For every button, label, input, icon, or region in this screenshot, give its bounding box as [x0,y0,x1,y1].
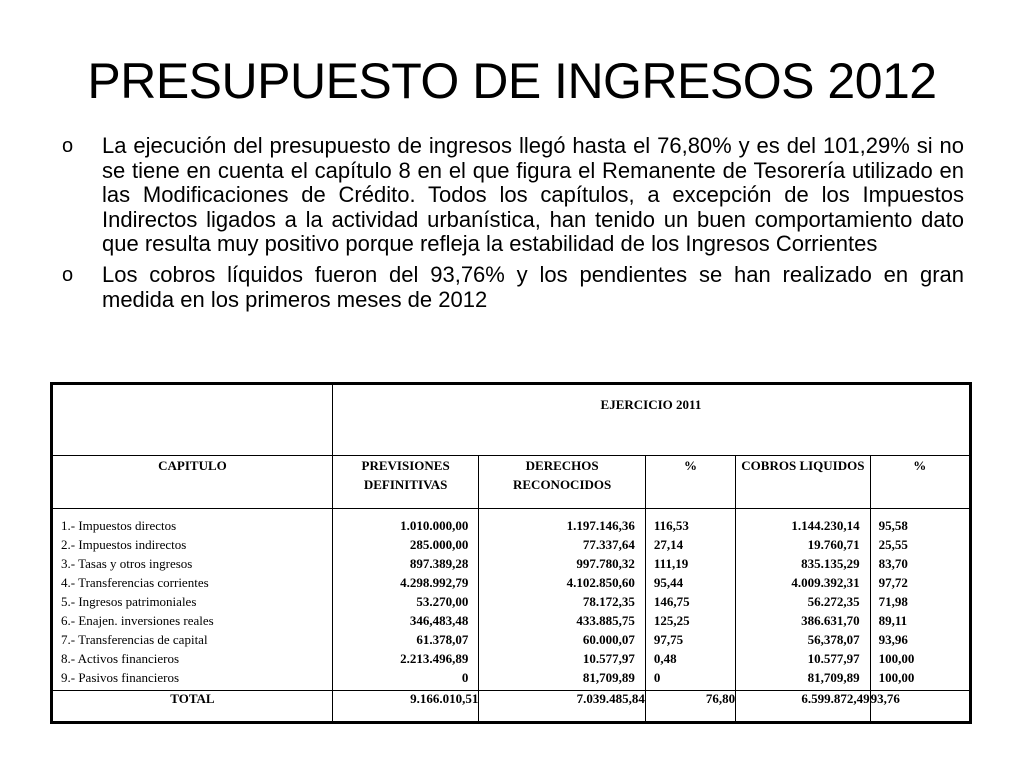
cell-pct2: 100,00 [878,670,915,685]
cell-cobros: 4.009.392,31 [791,575,860,590]
pct-derechos-column [645,509,735,691]
cell-cobros: 56.272,35 [807,594,860,609]
cell-previsiones: 4.298.992,79 [400,575,469,590]
cell-pct1: 146,75 [653,594,690,609]
cell-derechos: 997.780,32 [576,556,635,571]
table-header-row [52,456,971,509]
header-previsiones: PREVISIONES DEFINITIVAS [332,456,478,509]
cell-pct1: 116,53 [653,518,689,533]
total-derechos: 7.039.485,84 [479,691,646,723]
cell-cobros: 19.760,71 [807,537,860,552]
group-header-ejercicio: EJERCICIO 2011 [332,384,970,456]
cell-capitulo: 6.- Enajen. inversiones reales [61,613,214,628]
cell-derechos: 81,709,89 [582,670,635,685]
cell-pct1: 111,19 [653,556,689,571]
cell-capitulo: 9.- Pasivos financieros [61,670,180,685]
cobros-column [736,509,870,691]
header-pct-derechos: % [645,456,735,509]
cell-pct1: 125,25 [653,613,690,628]
bullet-list [62,134,964,318]
cell-pct2: 93,96 [878,632,908,647]
cell-capitulo: 2.- Impuestos indirectos [61,537,187,552]
header-cobros: COBROS LIQUIDOS [736,456,870,509]
cell-cobros: 56,378,07 [807,632,860,647]
cell-previsiones: 1.010.000,00 [400,518,469,533]
cell-pct1: 27,14 [653,537,684,552]
bullet-item [62,263,964,312]
total-previsiones: 9.166.010,51 [332,691,478,723]
table-total-row [52,691,971,723]
table-data-row [52,509,971,691]
cell-capitulo: 4.- Transferencias corrientes [61,575,209,590]
cell-previsiones: 285.000,00 [409,537,469,552]
cell-cobros: 10.577,97 [807,651,860,666]
cell-capitulo: 5.- Ingresos patrimoniales [61,594,197,609]
cell-cobros: 386.631,70 [801,613,860,628]
cell-pct2: 25,55 [878,537,908,552]
total-cobros: 6.599.872,49 [736,691,870,723]
cell-capitulo: 7.- Transferencias de capital [61,632,208,647]
cell-capitulo: 1.- Impuestos directos [61,518,177,533]
capitulo-column [52,509,333,691]
cell-derechos: 433.885,75 [576,613,635,628]
cell-previsiones: 61.378,07 [416,632,469,647]
cell-derechos: 77.337,64 [582,537,635,552]
bullet-text: La ejecución del presupuesto de ingresos llegó hasta el 76,80% y es del 101,29% si no se tiene en cuenta el capítulo 8 en el que figura el Remanente de Tesorería utilizado en las Modificaciones de Crédito. Todos los capítulos, a excepción de los Impuestos Indirectos ligados a la actividad urbanística, han tenido un buen comportamiento dato que resulta muy positivo porque refleja la estabilidad de los Ingresos Corrientes [102,133,964,257]
cell-pct2: 89,11 [878,613,908,628]
cell-pct1: 95,44 [653,575,684,590]
cell-pct1: 0 [653,670,661,685]
total-pct-derechos: 76,80 [645,691,735,723]
bullet-item [62,134,964,257]
empty-corner-cell [52,384,333,456]
table-group-header-row [52,384,971,456]
total-pct-cobros: 93,76 [870,691,970,723]
header-pct-cobros: % [870,456,970,509]
cell-derechos: 1.197.146,36 [566,518,635,533]
cell-pct2: 95,58 [878,518,908,533]
bullet-marker: o [62,135,74,157]
cell-derechos: 4.102.850,60 [566,575,635,590]
bullet-text: Los cobros líquidos fueron del 93,76% y los pendientes se han realizado en gran medida en los primeros meses de 2012 [102,261,964,312]
cell-capitulo: 8.- Activos financieros [61,651,180,666]
cell-previsiones: 53.270,00 [416,594,469,609]
cell-previsiones: 2.213.496,89 [400,651,469,666]
total-label: TOTAL [52,691,333,723]
cell-pct2: 71,98 [878,594,908,609]
page-title: PRESUPUESTO DE INGRESOS 2012 [87,53,937,109]
cell-derechos: 10.577,97 [582,651,635,666]
header-derechos: DERECHOS RECONOCIDOS [479,456,646,509]
cell-previsiones: 346,483,48 [409,613,469,628]
bullet-marker: o [62,263,74,286]
previsiones-column [332,509,478,691]
cell-derechos: 78.172,35 [582,594,635,609]
cell-previsiones: 897.389,28 [409,556,469,571]
cell-cobros: 1.144.230,14 [791,518,860,533]
cell-pct1: 0,48 [653,651,677,666]
header-capitulo: CAPITULO [52,456,333,509]
cell-pct1: 97,75 [653,632,684,647]
cell-capitulo: 3.- Tasas y otros ingresos [61,556,193,571]
derechos-column [479,509,646,691]
cell-cobros: 81,709,89 [807,670,860,685]
cell-pct2: 100,00 [878,651,915,666]
cell-pct2: 83,70 [878,556,908,571]
pct-cobros-column [870,509,970,691]
cell-derechos: 60.000,07 [582,632,635,647]
cell-previsiones: 0 [461,670,469,685]
cell-pct2: 97,72 [878,575,908,590]
income-budget-table [50,382,972,724]
cell-cobros: 835.135,29 [801,556,860,571]
